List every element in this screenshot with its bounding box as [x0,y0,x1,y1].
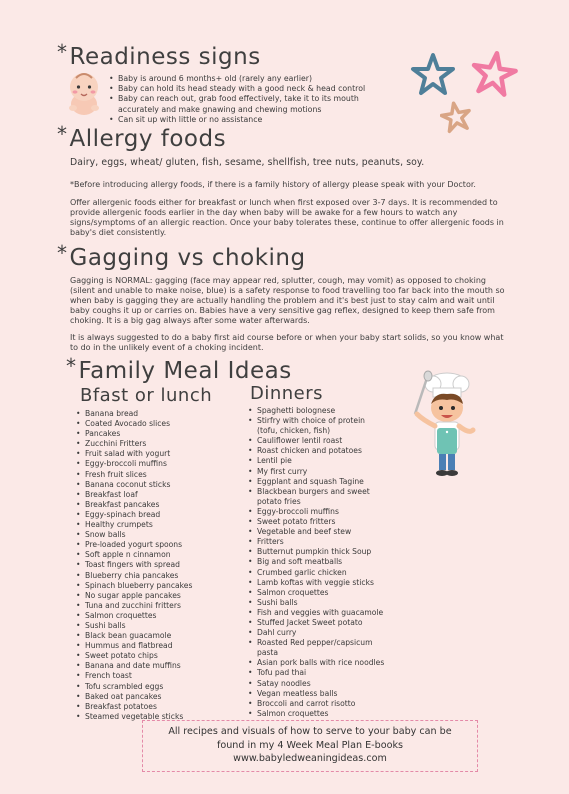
list-item: • Eggy-spinach bread [75,510,192,520]
list-item: • Fish and veggies with guacamole [247,608,384,618]
meals-heading [66,354,292,384]
asterisk-icon: * [66,354,77,378]
list-item: • Salmon croquettes [75,611,192,621]
list-item: • Can sit up with little or no assistance [108,115,365,125]
list-item: • Baked oat pancakes [75,692,192,702]
readiness-heading [57,40,261,70]
list-item: • Steamed vegetable sticks [75,712,192,722]
readiness-list [108,74,365,125]
list-item: pasta [257,648,279,658]
list-item: • French toast [75,671,192,681]
first-aid-paragraph [70,333,503,353]
list-item: • Tuna and zucchini fritters [75,601,192,611]
list-item: • Baby can reach out, grab food effectively, take it to its mouth [108,94,365,104]
chef-kid-icon [405,370,485,482]
gagging-title: Gagging vs choking [69,245,306,271]
allergy-foods-list: Dairy, eggs, wheat/ gluten, fish, sesame, shellfish, tree nuts, peanuts, soy. [70,157,425,168]
list-item: • Banana and date muffins [75,661,192,671]
list-item: • Coated Avocado slices [75,419,192,429]
pink-star-icon [470,50,518,98]
list-item: • Zucchini Fritters [75,439,192,449]
dinners-heading: Dinners [250,383,324,404]
list-item: • Toast fingers with spread [75,560,192,570]
list-item: • Baby can hold its head steady with a good neck & head control [108,84,365,94]
list-item: • Healthy crumpets [75,520,192,530]
tan-star-icon [440,100,472,134]
paragraph-line: to do in the unlikely event of a choking incident. [70,343,264,352]
allergy-title: Allergy foods [69,126,227,152]
gagging-paragraph [70,276,505,326]
list-item: • Dahl curry [247,628,384,638]
list-item: • Banana bread [75,409,192,419]
meals-title: Family Meal Ideas [78,358,292,384]
list-item: • Tofu pad thai [247,668,384,678]
list-item: • Roasted Red pepper/capsicum [247,638,384,648]
baby-icon [64,70,104,116]
ebook-note-box [142,720,478,772]
list-item: • Lamb koftas with veggie sticks [247,578,384,588]
list-item: • Hummus and flatbread [75,641,192,651]
list-item: • Eggy-broccoli muffins [75,459,192,469]
paragraph-line: signs/symptoms of an allergic reaction. Once your baby tolerates these, continue to offer allergenic foods in [70,218,504,227]
list-item: • Black bean guacamole [75,631,192,641]
list-item: • Butternut pumpkin thick Soup [247,547,384,557]
list-item: • Fritters [247,537,384,547]
list-item: • Big and soft meatballs [247,557,384,567]
breakfast-heading: Bfast or lunch [80,385,213,406]
list-item: • Sweet potato fritters [247,517,384,527]
gagging-heading [57,241,306,271]
list-item: • My first curry [247,467,384,477]
paragraph-line: (silent and unable to make noise, blue) is a safety response to food travelling too far back into the mouth so [70,286,505,295]
list-item: • Cauliflower lentil roast [247,436,384,446]
asterisk-icon: * [57,40,68,64]
paragraph-line: Gagging is NORMAL: gagging (face may appear red, splutter, cough, may vomit) as opposed to choking [70,276,486,285]
list-item: • Soft apple n cinnamon [75,550,192,560]
list-item: • Sushi balls [247,598,384,608]
allergy-paragraph [70,198,504,238]
paragraph-line: choking. It is a big gag always after some water afterwards. [70,316,310,325]
list-item: • Vegan meatless balls [247,689,384,699]
readiness-title: Readiness signs [69,44,261,70]
list-item: • Vegetable and beef stew [247,527,384,537]
list-item: • Crumbed garlic chicken [247,568,384,578]
list-item: • Banana coconut sticks [75,480,192,490]
list-item: • Breakfast potatoes [75,702,192,712]
list-item: • Fresh fruit slices [75,470,192,480]
list-item: • Fruit salad with yogurt [75,449,192,459]
list-item: • Eggy-broccoli muffins [247,507,384,517]
paragraph-line: Offer allergenic foods either for breakfast or lunch when first exposed over 3-7 days. It is recommended to [70,198,498,207]
list-item: • Breakfast loaf [75,490,192,500]
allergy-heading [57,122,227,152]
website-link[interactable]: www.babyledweaningideas.com [233,753,387,764]
allergy-note: *Before introducing allergy foods, if there is a family history of allergy please speak with your Doctor. [70,180,476,189]
list-item: • Satay noodles [247,679,384,689]
paragraph-line: baby coughs it up or carries on. Babies have a very sensitive gag reflex, designed to keep them safe from [70,306,495,315]
list-item: • Sushi balls [75,621,192,631]
list-item: potato fries [257,496,301,506]
list-item: • Snow balls [75,530,192,540]
list-item: • Roast chicken and potatoes [247,446,384,456]
list-item-continued: accurately and make gnawing and chewing motions [118,104,322,114]
list-item: • Pre-loaded yogurt spoons [75,540,192,550]
asterisk-icon: * [57,122,68,146]
list-item: • Stuffed Jacket Sweet potato [247,618,384,628]
list-item: • No sugar apple pancakes [75,591,192,601]
list-item: • Salmon croquettes [247,709,384,719]
list-item: • Breakfast pancakes [75,500,192,510]
asterisk-icon: * [57,241,68,265]
footer-line: found in my 4 Week Meal Plan E-books [216,739,404,751]
paragraph-line: baby's diet consistently. [70,228,167,237]
list-item: • Sweet potato chips [75,651,192,661]
list-item: • Spaghetti bolognese [247,406,384,416]
list-item: • Salmon croquettes [247,588,384,598]
list-item: • Spinach blueberry pancakes [75,581,192,591]
paragraph-line: when baby is gagging they are actually handling the problem and it's best just to stay calm and wait until [70,296,495,305]
blue-star-icon [410,52,456,98]
list-item: (tofu, chicken, fish) [257,426,331,436]
list-item: • Blueberry chia pancakes [75,571,192,581]
list-item: • Stirfry with choice of protein [247,416,384,426]
list-item: • Lentil pie [247,456,384,466]
list-item: • Asian pork balls with rice noodles [247,658,384,668]
paragraph-line: It is always suggested to do a baby first aid course before or when your baby start solids, so you know what [70,333,504,342]
list-item: • Pancakes [75,429,192,439]
list-item: • Broccoli and carrot risotto [247,699,384,709]
list-item: • Eggplant and squash Tagine [247,477,384,487]
list-item: • Baby is around 6 months+ old (rarely any earlier) [108,74,365,84]
paragraph-line: provide allergenic foods earlier in the day when baby will be awake for a few hours to watch any [70,208,458,217]
footer-line: All recipes and visuals of how to serve to your baby can be [168,726,452,737]
breakfast-list [75,409,192,722]
list-item: • Tofu scrambled eggs [75,682,192,692]
dinners-list [247,406,384,719]
list-item: • Blackbean burgers and sweet [247,487,384,497]
